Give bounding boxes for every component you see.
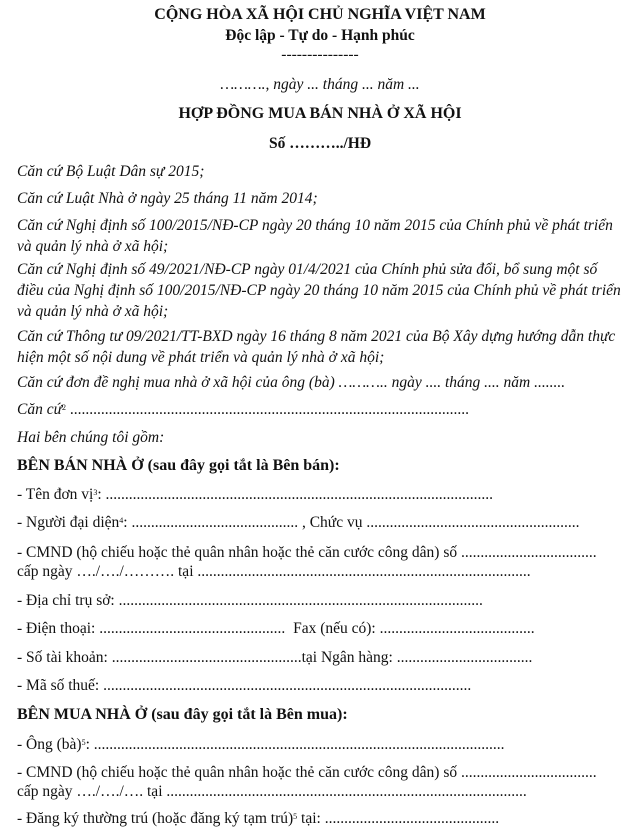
seller-account-row: [17, 649, 600, 667]
contract-number: Số ………../HĐ: [268, 135, 372, 152]
fill-line: .......................................................: [366, 514, 580, 531]
seller-phone-label: - Điện thoại:: [17, 620, 96, 637]
fill-line: ..............................................................................................: [118, 592, 483, 609]
fill-line: ...................................: [396, 649, 533, 666]
legal-basis-3: Căn cứ Nghị định số 100/2015/NĐ-CP ngày 20 tháng 10 năm 2015 của Chính phủ về phát triển: [17, 217, 613, 234]
contract-title: HỢP ĐỒNG MUA BÁN NHÀ Ở XÃ HỘI: [178, 105, 462, 122]
footnote-mark: 5: [81, 738, 86, 747]
legal-basis-4-cont: điều của Nghị định số 100/2015/NĐ-CP ngày 20 tháng 10 năm 2015 của Chính phủ về phát triển: [17, 282, 621, 299]
fill-line: ................................................: [99, 620, 286, 637]
fill-line: ....................................................................................................: [105, 486, 494, 503]
seller-heading: BÊN BÁN NHÀ Ở (sau đây gọi tắt là Bên bán):: [17, 457, 340, 474]
buyer-id-row: [17, 764, 600, 782]
legal-basis-6: Căn cứ đơn đề nghị mua nhà ở xã hội của ông (bà) ……….. ngày .... tháng .... năm ........: [17, 374, 566, 391]
seller-tax-row: [17, 677, 600, 695]
seller-rep-label: - Người đại diện: [17, 514, 120, 531]
footnote-mark: 5: [293, 812, 298, 821]
buyer-name-row: - Ông (bà)$^5$: ..........................................................................................................: [17, 736, 505, 753]
fill-line: ...........................................: [131, 514, 299, 531]
buyer-residence-row: [17, 810, 600, 828]
buyer-residence-label: - Đăng ký thường trú (hoặc đăng ký tạm trú): [17, 810, 294, 827]
legal-basis-7: [17, 401, 600, 419]
fill-line: ..........................................................................................................: [93, 736, 505, 753]
fill-line: .................................................: [111, 649, 302, 666]
legal-basis-3-cont: và quản lý nhà ở xã hội;: [17, 238, 169, 255]
seller-id-label: - CMND (hộ chiếu hoặc thẻ quân nhân hoặc thẻ căn cước công dân) số: [17, 544, 458, 561]
buyer-heading: BÊN MUA NHÀ Ở (sau đây gọi tắt là Bên mua):: [17, 706, 348, 723]
separator: ---------------: [281, 46, 359, 63]
footnote-mark: 4: [119, 516, 124, 525]
seller-name-label: - Tên đơn vị: [17, 486, 94, 503]
seller-id-row: [17, 544, 600, 562]
footnote-mark: 2: [62, 403, 67, 412]
legal-basis-2: Căn cứ Luật Nhà ở ngày 25 tháng 11 năm 2014;: [17, 190, 318, 207]
fill-line: ......................................................................................: [197, 563, 531, 580]
seller-fax-label: Fax (nếu có):: [293, 620, 376, 637]
seller-address-label: - Địa chỉ trụ sở:: [17, 592, 115, 609]
seller-tax-label: - Mã số thuế:: [17, 677, 100, 694]
buyer-id-issue-row: [17, 783, 600, 801]
legal-basis-5: Căn cứ Thông tư 09/2021/TT-BXD ngày 16 tháng 8 năm 2021 của Bộ Xây dựng hướng dẫn thực: [17, 328, 616, 345]
seller-bank-label: tại Ngân hàng:: [301, 649, 393, 666]
place-date: ………., ngày ... tháng ... năm ...: [220, 76, 420, 93]
seller-id-issue-row: [17, 563, 600, 581]
legal-basis-4-cont2: và quản lý nhà ở xã hội;: [17, 303, 169, 320]
buyer-name-label: - Ông (bà): [17, 736, 82, 753]
seller-account-label: - Số tài khoản:: [17, 649, 108, 666]
seller-position-label: , Chức vụ: [301, 514, 363, 531]
seller-name-row: - Tên đơn vị$^3$: ....................................................................................................: [17, 486, 494, 503]
motto: Độc lập - Tự do - Hạnh phúc: [225, 27, 415, 44]
seller-rep-row: - Người đại diện$^4$: ........................................... , Chức vụ .......................................................: [17, 514, 580, 531]
seller-id-issue-label: cấp ngày …./…./………. tại: [17, 563, 194, 580]
parties-intro: Hai bên chúng tôi gồm:: [17, 429, 165, 446]
legal-basis-1: Căn cứ Bộ Luật Dân sự 2015;: [17, 163, 205, 180]
legal-basis-4: Căn cứ Nghị định số 49/2021/NĐ-CP ngày 01/4/2021 của Chính phủ sửa đổi, bổ sung một số: [17, 261, 598, 278]
fill-line: ........................................: [379, 620, 535, 637]
legal-basis-7-label: Căn cứ: [17, 401, 63, 418]
fill-line: ...............................................................................................: [103, 677, 472, 694]
legal-basis-5-cont: hiện một số nội dung về phát triển và quản lý nhà ở xã hội;: [17, 349, 385, 366]
buyer-id-issue-label: cấp ngày …./…./…. tại: [17, 783, 163, 800]
buyer-id-label: - CMND (hộ chiếu hoặc thẻ quân nhân hoặc thẻ căn cước công dân) số: [17, 764, 458, 781]
seller-phone-row: [17, 620, 600, 638]
republic-heading: CỘNG HÒA XÃ HỘI CHỦ NGHĨA VIỆT NAM: [154, 6, 486, 23]
fill-line: .......................................................................................................: [69, 401, 470, 418]
footnote-mark: 3: [93, 488, 98, 497]
seller-address-row: [17, 592, 600, 610]
fill-line: .............................................................................................: [166, 783, 527, 800]
fill-line: ...................................: [461, 764, 597, 781]
fill-line: ...................................: [461, 544, 597, 561]
buyer-residence-at: tại:: [301, 810, 321, 827]
fill-line: .............................................: [324, 810, 500, 827]
